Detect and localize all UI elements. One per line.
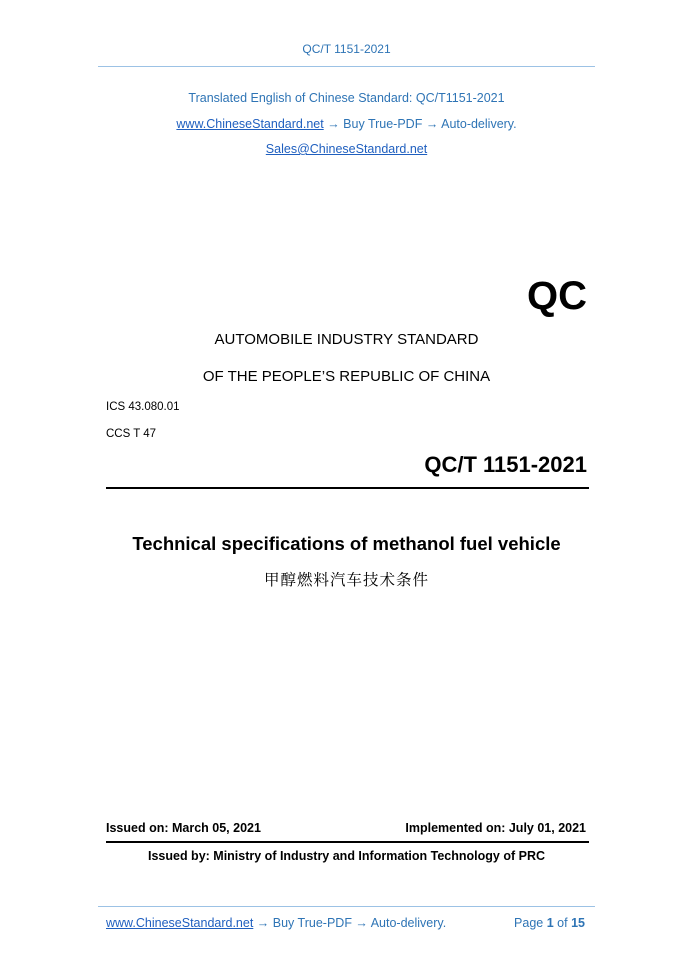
org-line-2: OF THE PEOPLE’S REPUBLIC OF CHINA	[202, 368, 491, 385]
org-line-1: AUTOMOBILE INDUSTRY STANDARD	[214, 331, 479, 348]
promo-email-line	[0, 142, 693, 156]
issued-on-date: Issued on: March 05, 2021	[106, 821, 261, 835]
issued-by: Issued by: Ministry of Industry and Information Technology of PRC	[147, 849, 545, 863]
header-standard-code: QC/T 1151-2021	[302, 42, 391, 56]
document-title-chinese: 甲醇燃料汽车技术条件	[263, 571, 429, 589]
document-title-english: Technical specifications of methanol fuel vehicle	[132, 533, 561, 554]
email-link[interactable]: Sales@ChineseStandard.net	[265, 142, 428, 156]
ccs-code: CCS T 47	[106, 428, 157, 440]
standard-number: QC/T 1151-2021	[424, 452, 587, 477]
title-rule	[106, 487, 589, 489]
page-current: 1	[546, 916, 554, 930]
buy-text: → Buy True-PDF → Auto-delivery.	[327, 117, 517, 131]
footer-divider	[98, 906, 595, 907]
page-label: Page	[514, 916, 544, 930]
site-link[interactable]: www.ChineseStandard.net	[176, 117, 324, 131]
promo-translation-line: Translated English of Chinese Standard: QC/T1151-2021	[188, 91, 505, 105]
issuer-rule	[106, 841, 589, 843]
ics-code: ICS 43.080.01	[106, 401, 180, 413]
header-divider	[98, 66, 595, 67]
page-indicator	[514, 916, 585, 930]
footer-buy-text: → Buy True-PDF → Auto-delivery.	[256, 916, 447, 930]
page-total: 15	[571, 916, 585, 930]
qc-logo: QC	[527, 274, 587, 318]
promo-buy-line	[0, 117, 693, 131]
footer-site-link[interactable]: www.ChineseStandard.net	[106, 916, 254, 930]
page-of: of	[557, 916, 568, 930]
footer-promo	[106, 916, 446, 930]
implemented-on-date: Implemented on: July 01, 2021	[405, 821, 586, 835]
